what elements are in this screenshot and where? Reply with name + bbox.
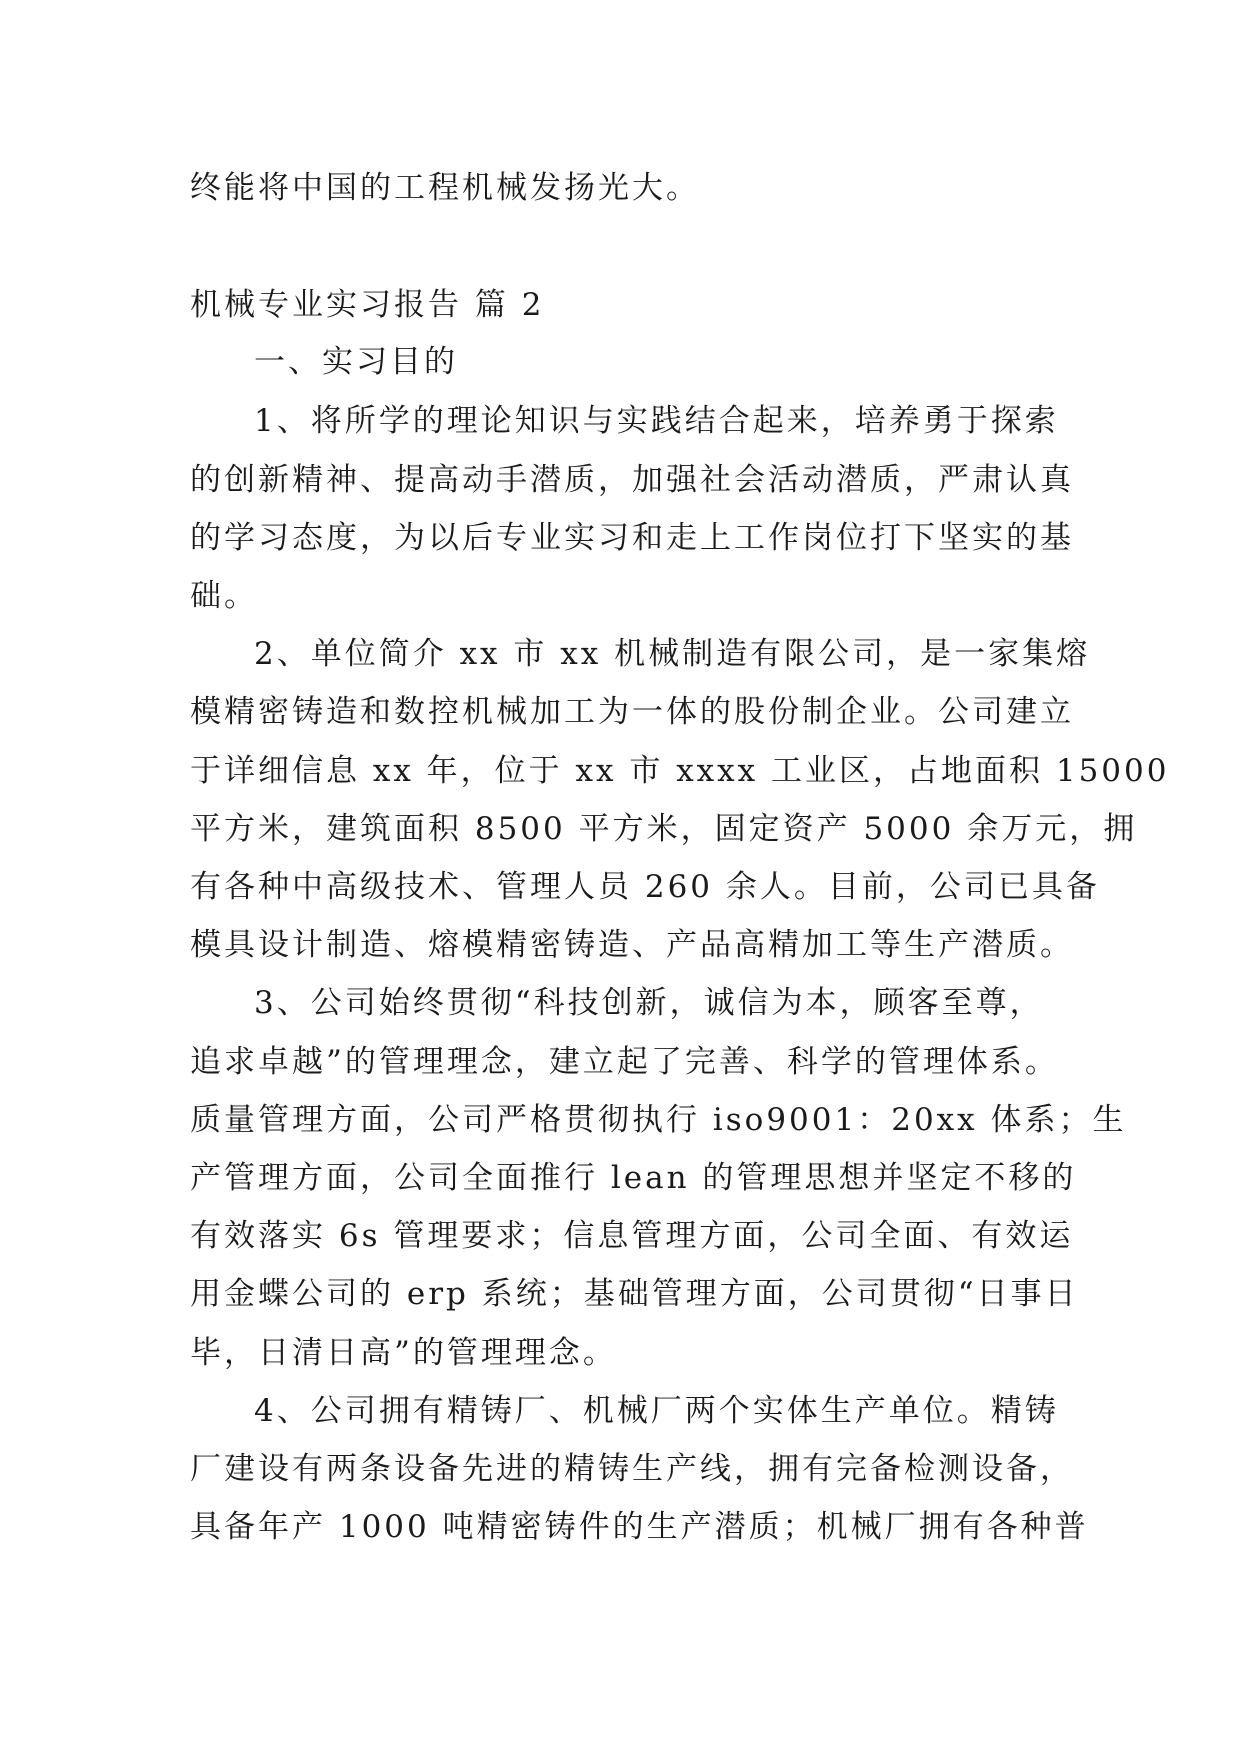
subsection-heading: 一、实习目的 — [254, 344, 458, 380]
paragraph-line: 有各种中高级技术、管理人员 260 余人。目前，公司已具备 — [190, 869, 1100, 905]
section-heading: 机械专业实习报告 篇 2 — [190, 287, 545, 323]
paragraph-line: 础。 — [190, 578, 258, 614]
paragraph-line: 厂建设有两条设备先进的精铸生产线，拥有完备检测设备， — [190, 1451, 1074, 1487]
paragraph-line: 的创新精神、提高动手潜质，加强社会活动潜质，严肃认真 — [190, 462, 1074, 498]
paragraph-line: 追求卓越”的管理理念，建立起了完善、科学的管理体系。 — [190, 1044, 1059, 1080]
paragraph-line: 具备年产 1000 吨精密铸件的生产潜质；机械厂拥有各种普 — [190, 1509, 1089, 1545]
paragraph-line: 毕，日清日高”的管理理念。 — [190, 1335, 617, 1371]
paragraph-line: 产管理方面，公司全面推行 lean 的管理思想并坚定不移的 — [190, 1160, 1077, 1196]
paragraph-line: 有效落实 6s 管理要求；信息管理方面，公司全面、有效运 — [190, 1218, 1074, 1254]
paragraph-line: 4、公司拥有精铸厂、机械厂两个实体生产单位。精铸 — [254, 1393, 1059, 1429]
paragraph-line: 模精密铸造和数控机械加工为一体的股份制企业。公司建立 — [190, 694, 1074, 730]
paragraph-line: 3、公司始终贯彻“科技创新，诚信为本，顾客至尊， — [254, 985, 1044, 1021]
paragraph-line: 于详细信息 xx 年，位于 xx 市 xxxx 工业区，占地面积 15000 — [190, 753, 1170, 789]
paragraph-line: 2、单位简介 xx 市 xx 机械制造有限公司，是一家集熔 — [254, 636, 1091, 672]
paragraph-line: 的学习态度，为以后专业实习和走上工作岗位打下坚实的基 — [190, 520, 1074, 556]
paragraph-line: 模具设计制造、熔模精密铸造、产品高精加工等生产潜质。 — [190, 927, 1074, 963]
paragraph-line: 平方米，建筑面积 8500 平方米，固定资产 5000 余万元，拥 — [190, 811, 1138, 847]
paragraph-line: 终能将中国的工程机械发扬光大。 — [190, 170, 700, 206]
paragraph-line: 质量管理方面，公司严格贯彻执行 iso9001：20xx 体系；生 — [190, 1102, 1127, 1138]
paragraph-line: 用金蝶公司的 erp 系统；基础管理方面，公司贯彻“日事日 — [190, 1276, 1079, 1312]
paragraph-line: 1、将所学的理论知识与实践结合起来，培养勇于探索 — [254, 403, 1059, 439]
